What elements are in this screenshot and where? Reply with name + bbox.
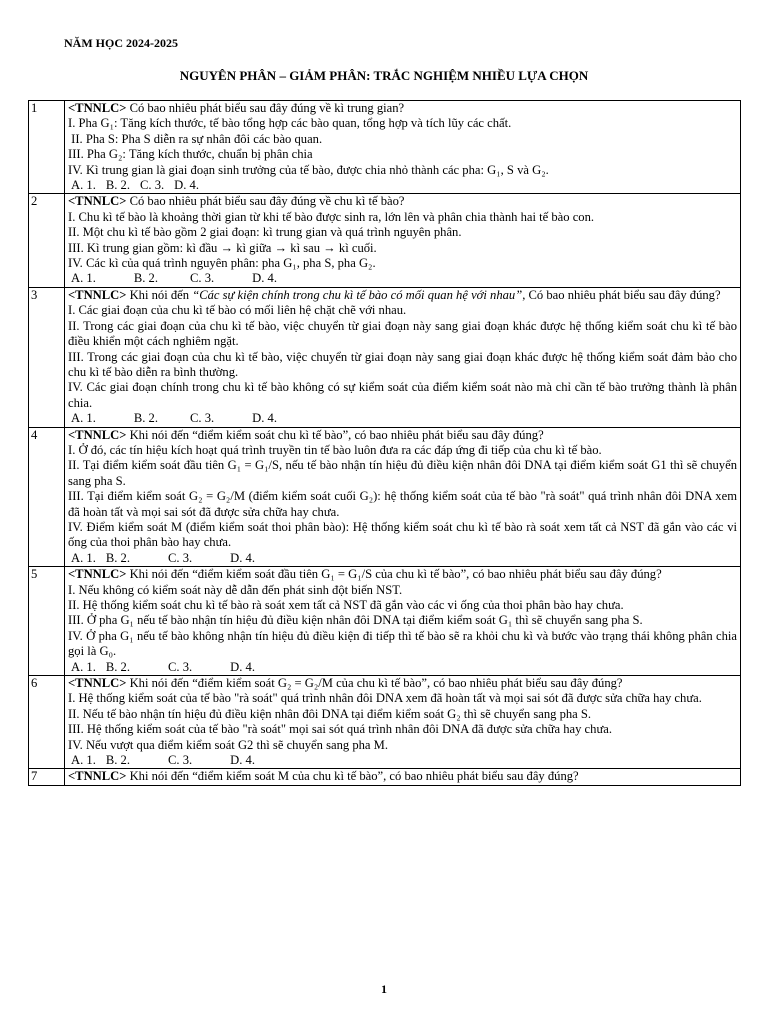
stem-text: Khi nói đến “điểm kiểm soát đầu tiên G₁ = G₁/S của chu kì tế bào”, có bao nhiêu phát biểu sau đây đúng? <box>126 567 662 582</box>
question-body <box>65 567 741 676</box>
statement: III. Tại điểm kiểm soát G₂ = G₂/M (điểm kiểm soát cuối G₂): hệ thống kiểm soát của tế bào "rà soát" quá trình nhân đôi DNA xem đã hoàn tất và mọi sai sót đã được sửa chữa hay chưa. <box>68 489 741 519</box>
statement: III. Ở pha G₁ nếu tế bào nhận tín hiệu đủ điều kiện nhân đôi DNA tại điểm kiểm soát G₁ thì sẽ chuyển sang pha S. <box>68 613 643 628</box>
question-type-tag: <TNNLC> <box>68 769 127 784</box>
answer-option: B. 2. <box>105 178 130 193</box>
question-row <box>29 567 741 676</box>
answer-option: B. 2. <box>105 753 130 768</box>
answer-option: A. 1. <box>71 178 96 193</box>
statement: III. Trong các giai đoạn của chu kì tế bào, việc chuyển từ giai đoạn này sang giai đoạn khác được hệ thống kiểm soát đảm bảo cho chu kì tế bào diễn ra bình thường. <box>68 349 741 379</box>
answer-options <box>68 753 737 768</box>
statement: I. Ở đó, các tín hiệu kích hoạt quá trình truyền tin tế bào luôn đưa ra các đáp ứng đi tiếp của chu kì tế bào. <box>68 442 602 457</box>
statement: II. Tại điểm kiểm soát đầu tiên G₁ = G₁/S, nếu tế bào nhận tín hiệu đủ điều kiện nhân đôi DNA tại điểm kiểm soát G1 thì sẽ chuyển sang pha S. <box>68 458 741 488</box>
question-body <box>65 769 741 785</box>
answer-option: A. 1. <box>71 659 96 674</box>
question-row <box>29 676 741 769</box>
answer-option: C. 3. <box>168 550 193 565</box>
question-number: 3 <box>29 287 65 427</box>
statement: IV. Điểm kiểm soát M (điểm kiểm soát thoi phân bào): Hệ thống kiểm soát chu kì tế bào rà soát xem tất cả NST đã gắn vào các vi ống của thoi phân bào hay chưa. <box>68 519 741 550</box>
question-row <box>29 427 741 567</box>
question-type-tag: <TNNLC> <box>68 194 127 209</box>
statement: IV. Ở pha G₁ nếu tế bào không nhận tín hiệu đủ điều kiện đi tiếp thì tế bào sẽ ra khỏi chu kì và bước vào trạng thái không phân chia gọi là G₀. <box>68 628 741 659</box>
statement: IV. Nếu vượt qua điểm kiểm soát G2 thì sẽ chuyển sang pha M. <box>68 737 388 752</box>
stem-text: Có bao nhiêu phát biểu sau đây đúng về kì trung gian? <box>126 101 405 115</box>
question-body <box>65 194 741 287</box>
school-year: NĂM HỌC 2024-2025 <box>64 36 178 50</box>
statement: II. Nếu tế bào nhận tín hiệu đủ điều kiện nhân đôi DNA tại điểm kiểm soát G₂ thì sẽ chuyển sang pha S. <box>68 706 592 721</box>
answer-option: C. 3. <box>140 178 165 193</box>
question-number: 6 <box>29 676 65 769</box>
question-row <box>29 101 741 194</box>
answer-option: B. 2. <box>105 550 130 565</box>
answer-options <box>68 271 737 286</box>
question-row <box>29 194 741 287</box>
answer-option: B. 2. <box>133 271 158 286</box>
question-number: 2 <box>29 194 65 287</box>
statement: II. Hệ thống kiểm soát chu kì tế bào rà soát xem tất cả NST đã gắn vào các vi ống của thoi phân bào hay chưa. <box>68 598 624 612</box>
answer-options <box>68 178 737 193</box>
answer-option: D. 4. <box>252 271 277 286</box>
question-stem <box>68 194 737 209</box>
question-body <box>65 676 741 769</box>
question-body <box>65 101 741 194</box>
statement: III. Kì trung gian gồm: kì đầu → kì giữa → kì sau → kì cuối. <box>68 240 377 255</box>
document-title: NGUYÊN PHÂN – GIẢM PHÂN: TRẮC NGHIỆM NHIỀU LỰA CHỌN <box>179 68 589 83</box>
stem-text: , Có bao nhiêu phát biểu sau đây đúng? <box>522 287 721 302</box>
question-row <box>29 769 741 785</box>
answer-option: D. 4. <box>252 411 277 426</box>
statement: II. Trong các giai đoạn của chu kì tế bào, việc chuyển từ giai đoạn này sang giai đoạn khác được hệ thống kiểm soát chu kì tế bào điều khiển một cách nghiêm ngặt. <box>68 318 741 349</box>
question-row <box>29 287 741 427</box>
answer-options <box>68 660 737 675</box>
stem-text: Khi nói đến “điểm kiểm soát chu kì tế bào”, có bao nhiêu phát biểu sau đây đúng? <box>126 427 544 442</box>
question-type-tag: <TNNLC> <box>68 287 127 302</box>
answer-option: D. 4. <box>174 178 199 193</box>
answer-option: C. 3. <box>168 659 193 674</box>
question-number: 5 <box>29 567 65 676</box>
question-body <box>65 427 741 567</box>
question-type-tag: <TNNLC> <box>68 101 127 115</box>
statement: I. Pha G₁: Tăng kích thước, tế bào tổng hợp các bào quan, tổng hợp và tích lũy các chất. <box>68 116 512 131</box>
statement: I. Nếu không có kiểm soát này dễ dẫn đến phát sinh đột biến NST. <box>68 582 403 597</box>
answer-options <box>68 411 737 426</box>
question-number: 7 <box>29 769 65 785</box>
answer-options <box>68 551 737 566</box>
question-stem <box>68 676 737 691</box>
statement: IV. Các giai đoạn chính trong chu kì tế bào không có sự kiểm soát của điểm kiểm soát nào mà chỉ cần tế bào trưởng thành là phân chia. <box>68 380 741 410</box>
answer-option: A. 1. <box>71 753 96 768</box>
answer-option: C. 3. <box>190 271 215 286</box>
statement: III. Hệ thống kiểm soát của tế bào "rà soát" mọi sai sót quá trình nhân đôi DNA đã được sửa chữa hay chưa. <box>68 722 613 737</box>
statement: II. Một chu kì tế bào gồm 2 giai đoạn: kì trung gian và quá trình nguyên phân. <box>68 225 462 240</box>
statement: III. Pha G₂: Tăng kích thước, chuẩn bị phân chia <box>68 147 313 162</box>
stem-text: Có bao nhiêu phát biểu sau đây đúng về chu kì tế bào? <box>126 194 405 209</box>
statement: I. Chu kì tế bào là khoảng thời gian từ khi tế bào được sinh ra, lớn lên và phân chia thành hai tế bào con. <box>68 209 595 224</box>
question-type-tag: <TNNLC> <box>68 676 127 691</box>
answer-option: C. 3. <box>168 753 193 768</box>
answer-option: B. 2. <box>105 659 130 674</box>
question-stem <box>68 288 737 303</box>
question-number: 1 <box>29 101 65 194</box>
questions-table <box>28 100 741 786</box>
statement: II. Pha S: Pha S diễn ra sự nhân đôi các bào quan. <box>68 131 323 146</box>
statement: I. Hệ thống kiểm soát của tế bào "rà soát" quá trình nhân đôi DNA xem đã hoàn tất và mọi sai sót đã được sửa chữa hay chưa. <box>68 691 702 706</box>
stem-text: Khi nói đến “điểm kiểm soát G₂ = G₂/M của chu kì tế bào”, có bao nhiêu phát biểu sau đây đúng? <box>126 676 623 691</box>
answer-option: D. 4. <box>230 550 255 565</box>
answer-option: C. 3. <box>190 411 215 426</box>
question-type-tag: <TNNLC> <box>68 427 127 442</box>
stem-quote: “Các sự kiện chính trong chu kì tế bào có mối quan hệ với nhau” <box>192 287 523 302</box>
statement: I. Các giai đoạn của chu kì tế bào có mối liên hệ chặt chẽ với nhau. <box>68 303 407 318</box>
page-number: 1 <box>381 982 387 996</box>
stem-text: Khi nói đến <box>126 287 193 302</box>
question-stem <box>68 769 737 784</box>
stem-text: Khi nói đến “điểm kiểm soát M của chu kì tế bào”, có bao nhiêu phát biểu sau đây đúng? <box>126 769 579 784</box>
statement: IV. Kì trung gian là giai đoạn sinh trưởng của tế bào, được chia nhỏ thành các pha: G₁, S và G₂. <box>68 162 549 177</box>
answer-option: B. 2. <box>133 411 158 426</box>
answer-option: A. 1. <box>71 550 96 565</box>
question-stem <box>68 101 737 116</box>
statement: IV. Các kì của quá trình nguyên phân: pha G₁, pha S, pha G₂. <box>68 256 376 271</box>
answer-option: A. 1. <box>71 411 96 426</box>
answer-option: D. 4. <box>230 753 255 768</box>
answer-option: A. 1. <box>71 271 96 286</box>
question-stem <box>68 567 737 582</box>
question-type-tag: <TNNLC> <box>68 567 127 582</box>
question-stem <box>68 428 737 443</box>
question-body <box>65 287 741 427</box>
answer-option: D. 4. <box>230 659 255 674</box>
question-number: 4 <box>29 427 65 567</box>
